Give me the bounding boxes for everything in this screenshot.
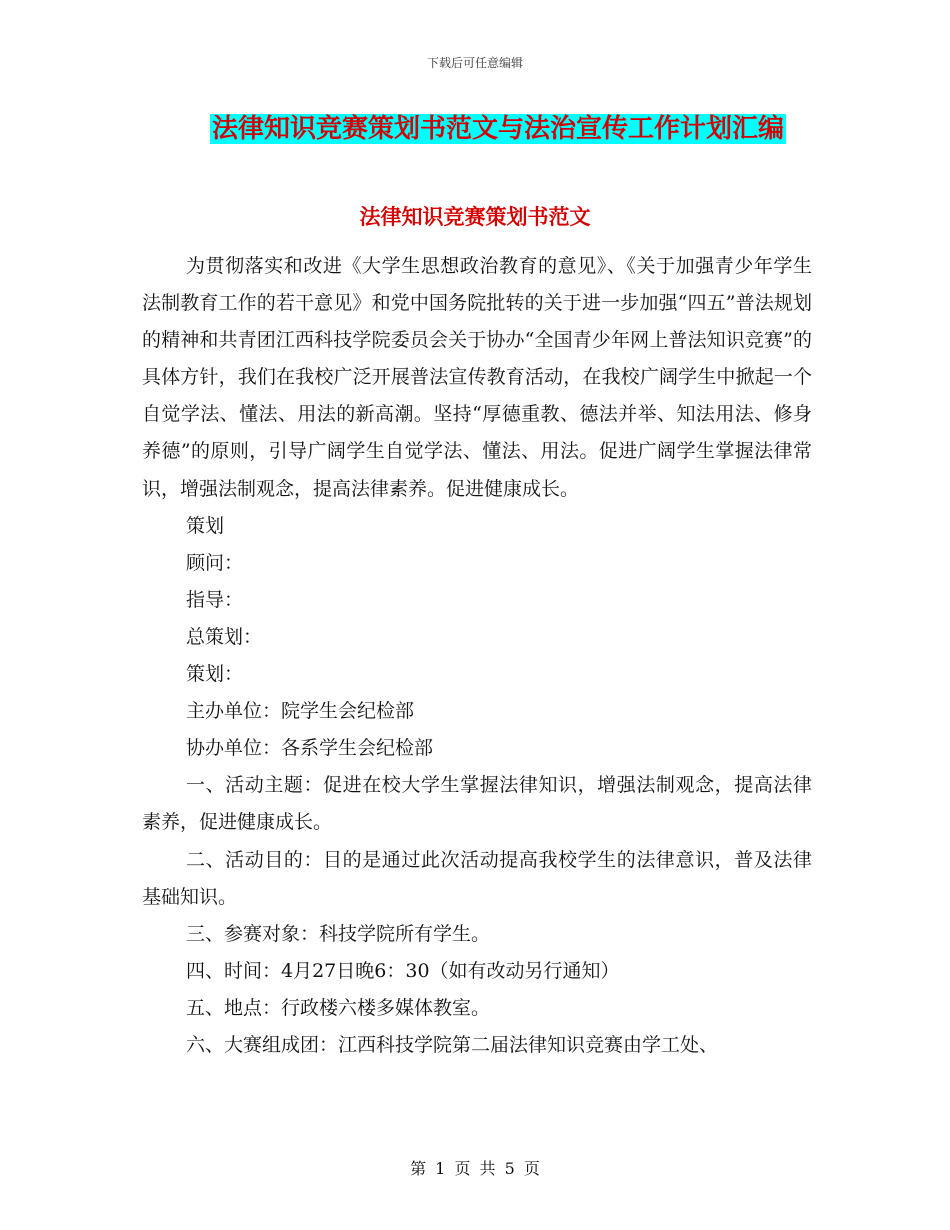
paragraph-purpose: 二、活动目的：目的是通过此次活动提高我校学生的法律意识，普及法律基础知识。: [142, 848, 812, 908]
paragraph-theme: 一、活动主题：促进在校大学生掌握法律知识，增强法制观念，提高法律素养，促进健康成长。: [142, 774, 812, 834]
paragraph-planner: 策划：: [186, 663, 244, 686]
paragraph-organizers: 六、大赛组成团：江西科技学院第二届法律知识竞赛由学工处、: [186, 1033, 719, 1056]
paragraph-intro: 为贯彻落实和改进《大学生思想政治教育的意见》、《关于加强青少年学生法制教育工作的若干意见》和党中国务院批转的关于进一步加强“四五”普法规划的精神和共青团江西科技学院委员会关于协办“全国青少年网上普法知识竞赛”的具体方针，我们在我校广泛开展普法宣传教育活动，在我校广阔学生中掀起一个自觉学法、懂法、用法的新高潮。坚持“厚德重教、德法并举、知法用法、修身养德”的原则，引导广阔学生自觉学法、懂法、用法。促进广阔学生掌握法律常识，增强法制观念，提高法律素养。促进健康成长。: [142, 255, 812, 500]
section-title: 法律知识竞赛策划书范文: [359, 204, 591, 229]
paragraph-plan: 策划: [186, 514, 225, 537]
paragraph-host: 主办单位：院学生会纪检部: [186, 700, 415, 723]
document-title: [0, 112, 950, 146]
paragraph-co-host: 协办单位：各系学生会纪检部: [186, 737, 434, 760]
paragraph-time: 四、时间：4月27日晚6：30（如有改动另行通知）: [186, 959, 620, 982]
document-title-text: 法律知识竞赛策划书范文与法治宣传工作计划汇编: [211, 114, 784, 144]
page-number: 第 1 页 共 5 页: [410, 1159, 540, 1178]
paragraph-participants: 三、参赛对象：科技学院所有学生。: [186, 922, 491, 945]
header-note: 下载后可任意编辑: [426, 56, 523, 70]
paragraph-chief-planner: 总策划：: [186, 625, 263, 648]
paragraph-location: 五、地点：行政楼六楼多媒体教室。: [186, 996, 491, 1019]
paragraph-guidance: 指导：: [186, 588, 244, 611]
document-body: [142, 248, 812, 1064]
paragraph-advisor: 顾问：: [186, 551, 244, 574]
